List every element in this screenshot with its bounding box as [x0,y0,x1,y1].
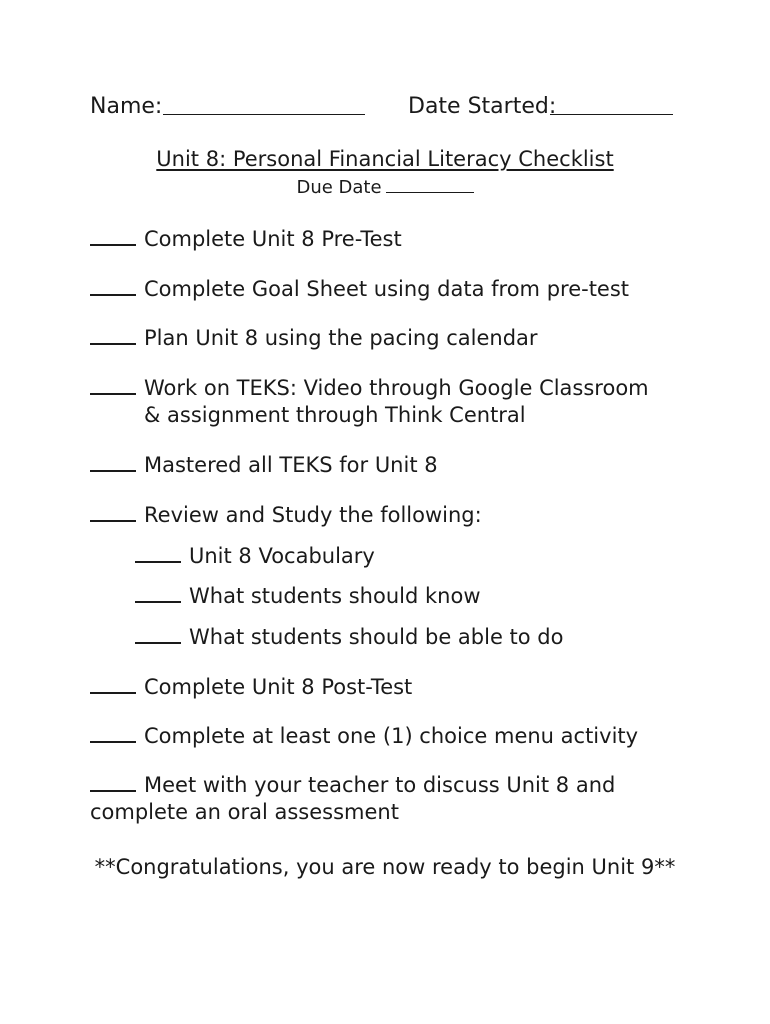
check-blank[interactable] [90,672,136,694]
check-blank[interactable] [90,274,136,296]
name-label: Name: [90,94,163,119]
checklist-item-pretest [90,224,402,253]
checklist-item-label: Review and Study the following: [144,503,482,527]
due-date-blank-line[interactable] [386,174,474,193]
checklist-item-label: Unit 8 Vocabulary [189,544,375,568]
checklist-subitem-vocabulary [135,541,375,570]
header-line [90,90,690,124]
check-blank[interactable] [135,622,181,644]
checklist-item-label: Complete Unit 8 Post-Test [144,675,413,699]
checklist-item-choice-menu [90,721,638,750]
check-blank[interactable] [90,323,136,345]
checklist-subitem-should-know [135,581,481,610]
closing-message: **Congratulations, you are now ready to begin Unit 9** [94,855,676,879]
check-blank[interactable] [90,224,136,246]
checklist-item-plan [90,323,538,352]
checklist-item-review [90,500,482,529]
checklist-item-goal-sheet [90,274,629,303]
checklist-item-label: Plan Unit 8 using the pacing calendar [144,326,538,350]
checklist-item-teks [90,373,649,402]
check-blank[interactable] [90,721,136,743]
checklist-subitem-able-to-do [135,622,563,651]
name-blank-line[interactable] [163,90,365,115]
date-started-blank-line[interactable] [550,90,673,115]
checklist-item-meet-teacher [90,770,615,799]
check-blank[interactable] [90,373,136,395]
checklist-item-continuation: complete an oral assessment [90,800,399,824]
due-date [0,174,770,201]
checklist-item-label: Complete at least one (1) choice menu activity [144,724,639,748]
checklist-item-label: Complete Goal Sheet using data from pre-test [144,277,630,301]
checklist-item-label: Work on TEKS: Video through Google Classroom [144,376,649,400]
page-title: Unit 8: Personal Financial Literacy Checklist [156,147,614,171]
checklist-item-label: Complete Unit 8 Pre-Test [144,227,402,251]
check-blank[interactable] [135,541,181,563]
checklist-item-posttest [90,672,412,701]
check-blank[interactable] [90,500,136,522]
checklist-item-mastered [90,450,438,479]
checklist-item-label: Mastered all TEKS for Unit 8 [144,453,438,477]
check-blank[interactable] [90,770,136,792]
check-blank[interactable] [90,450,136,472]
checklist-item-continuation: & assignment through Think Central [144,403,526,427]
date-started-label: Date Started: [408,94,557,119]
check-blank[interactable] [135,581,181,603]
checklist-item-label: What students should be able to do [189,625,564,649]
checklist-item-label: What students should know [189,584,481,608]
checklist-item-label: Meet with your teacher to discuss Unit 8 and [144,773,616,797]
due-date-label: Due Date [296,177,382,198]
